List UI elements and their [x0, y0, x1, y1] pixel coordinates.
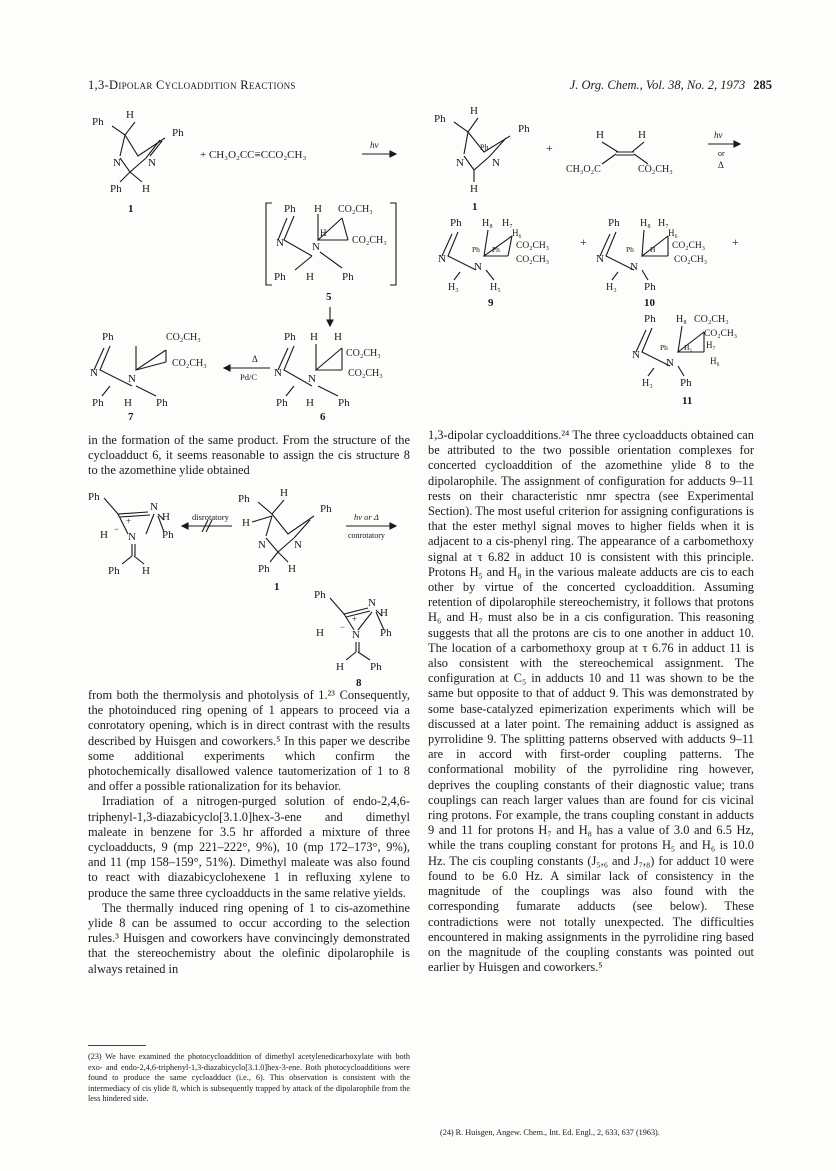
svg-text:Ph: Ph: [276, 397, 288, 409]
svg-text:Ph: Ph: [314, 589, 326, 601]
svg-text:+: +: [732, 235, 739, 249]
scheme-maleate-cycloaddition: [432, 100, 772, 418]
left-column-body: [88, 688, 410, 977]
svg-text:H₆: H₆: [710, 356, 720, 366]
svg-text:Ph: Ph: [92, 397, 104, 409]
compound-label-6: 6: [320, 411, 326, 423]
svg-text:H: H: [142, 183, 150, 195]
svg-text:Ph: Ph: [608, 217, 620, 229]
compound-7-structure: [90, 331, 207, 423]
scheme-acetylene-cycloaddition: [80, 100, 420, 425]
svg-text:N: N: [438, 253, 446, 265]
svg-text:H₇: H₇: [502, 218, 513, 229]
svg-text:H₈: H₈: [640, 218, 651, 229]
svg-text:Ph: Ph: [644, 313, 656, 325]
svg-text:Ph: Ph: [680, 377, 692, 389]
svg-text:Ph: Ph: [108, 565, 120, 577]
svg-text:conrotatory: conrotatory: [348, 531, 385, 540]
svg-text:H₃: H₃: [606, 282, 617, 293]
svg-text:or: or: [718, 149, 725, 158]
svg-text:Ph: Ph: [342, 271, 354, 283]
svg-text:H₈: H₈: [676, 314, 687, 325]
compound-11-structure: [632, 313, 737, 407]
svg-text:H₆: H₆: [512, 228, 522, 238]
svg-text:N: N: [148, 157, 156, 169]
svg-text:Ph: Ph: [518, 123, 530, 135]
compound-6-structure: [274, 331, 383, 423]
compound-label-1: 1: [128, 203, 134, 215]
compound-label-1-center: 1: [274, 581, 280, 593]
svg-text:Ph: Ph: [172, 127, 184, 139]
svg-text:N: N: [596, 253, 604, 265]
compound-label-11: 11: [682, 395, 693, 407]
svg-text:Ph: Ph: [102, 331, 114, 343]
svg-text:Ph: Ph: [660, 343, 668, 352]
compound-label-5: 5: [326, 291, 332, 303]
svg-text:H: H: [280, 487, 288, 499]
paragraph-thermolysis: from both the thermolysis and photolysis of 1.²³ Consequently, the photoinduced ring opening of 1 appears to proceed via a conrotatory opening, which is in direct contrast with the results described by Huisgen and coworkers.⁵ In this paper we describe some additional experiments which confirm the photochemically disallowed valence tautomerization of 1 to 8 and offer a possible rationalization for its behavior.: [88, 688, 410, 794]
scheme-ring-opening: [88, 486, 418, 686]
compound-10-structure: [596, 217, 707, 309]
svg-text:Ph: Ph: [110, 183, 122, 195]
dimethyl-maleate-structure: [566, 129, 673, 175]
svg-text:disrotatory: disrotatory: [192, 512, 229, 522]
svg-text:CO₂CH₃: CO₂CH₃: [672, 241, 706, 251]
svg-text:Δ: Δ: [718, 160, 724, 170]
svg-text:H₅: H₅: [684, 343, 693, 352]
compound-1-structure: [92, 109, 184, 215]
cis-ylide-8-structure: [314, 589, 392, 686]
compound-label-7: 7: [128, 411, 134, 423]
svg-text:−: −: [114, 524, 120, 534]
svg-text:H: H: [100, 529, 108, 541]
reagent-dmad: + CH₃O₂CC≡CCO₂CH₃: [200, 149, 307, 161]
compound-9-structure: [438, 217, 549, 309]
svg-text:CO₂CH₃: CO₂CH₃: [166, 332, 201, 343]
svg-text:N: N: [274, 367, 282, 379]
svg-text:Ph: Ph: [274, 271, 286, 283]
svg-text:N: N: [113, 157, 121, 169]
svg-text:H: H: [470, 105, 478, 117]
compound-label-8: 8: [356, 677, 362, 686]
svg-text:Pd/C: Pd/C: [240, 372, 258, 382]
svg-text:Ph: Ph: [238, 493, 250, 505]
svg-text:H₆: H₆: [668, 228, 678, 238]
svg-text:N: N: [308, 373, 316, 385]
svg-text:Ph: Ph: [480, 143, 489, 152]
svg-text:H: H: [334, 331, 342, 343]
svg-text:H: H: [314, 203, 322, 215]
svg-text:H: H: [310, 331, 318, 343]
journal-citation: [570, 78, 772, 93]
svg-text:H: H: [126, 109, 134, 121]
paragraph-cycloadducts: 1,3-dipolar cycloadditions.²⁴ The three cycloadducts obtained can be attributed to the two possible orientation complexes for concerted cycloaddition of the azomethine ylide 8 to the dipolarophile. The assignment of configuration for adducts 9–11 rests on their characteristic nmr spectra (see Experimental Section). The most useful criterion for assigning configurations is that the ester methyl signal moves to higher fields when it is adjacent to a cis-phenyl ring. The appearance of a carbomethoxy signal at τ 6.82 in adduct 10 is consistent with this principle. Protons H₅ and H₈ in the various maleate adducts are cis to each other by virtue of the concerted cycloaddition. Assuming retention of dipolarophile stereochemistry, it follows that protons H₆ and H₇ must also be in a cis configuration. This reasoning suggests that all the protons are cis to one another in adduct 10. The location of a carbomethoxy group at τ 6.76 in adduct 11 is also consistent with the stereochemical assignment. The configuration at C₅ in adducts 10 and 11 was shown to be the same but opposite to that of adduct 9. This was demonstrated by some base-catalyzed epimerization experiments which will be discussed at a later point. The remaining adduct is assigned as pyrrolidine 9. The splitting patterns observed with adducts 9–11 are in accord with first-order coupling patterns. The conformational mobility of the pyrrolidine ring however, deprives the coupling constants of their diagnostic value; trans couplings can reach larger values than are found for cis vicinal ring protons. For example, the trans coupling constant in adducts 9 and 11 for protons H₇ and H₈ has a value of 3.0 and 6.5 Hz, while the trans coupling constant for protons H₅ and H₆ is 10.0 Hz. The cis coupling constants (J₅,₆ and J₇,₈) for adduct 10 were found to be 6.0 Hz. A similar lack of consistency in the magnitude of the couplings was also found with the corresponding fumarate adducts (see below). These contradictions were not totally unexpected. The difficulties encountered in making assignments in the pyrrolidine ring based on the magnitude of the coupling constants was pointed out earlier by Huisgen and coworkers.⁵: [428, 428, 754, 975]
svg-text:CO₂CH₃: CO₂CH₃: [352, 235, 387, 246]
svg-text:H: H: [470, 183, 478, 195]
svg-text:−: −: [340, 622, 346, 632]
paragraph-thermal-opening: The thermally induced ring opening of 1 to cis-azomethine ylide 8 can be assumed to occur according to the selection rules.³ Huisgen and coworkers have convincingly demonstrated that the stereochemistry about the olefinic dipolarophile is always retained in: [88, 900, 410, 976]
svg-text:Ph: Ph: [626, 245, 634, 254]
svg-text:N: N: [492, 157, 500, 169]
svg-text:CO₂CH₃: CO₂CH₃: [516, 255, 550, 265]
svg-text:H: H: [142, 565, 150, 577]
svg-text:N: N: [90, 367, 98, 379]
svg-text:+: +: [126, 516, 132, 526]
svg-text:Ph: Ph: [258, 563, 270, 575]
compound-label-9: 9: [488, 297, 494, 309]
compound-label-10: 10: [644, 297, 655, 309]
svg-text:N: N: [276, 237, 284, 249]
svg-text:N: N: [294, 539, 302, 551]
svg-text:H: H: [596, 129, 604, 141]
compound-1-structure-right: [434, 105, 530, 213]
svg-text:CO₂CH₃: CO₂CH₃: [704, 329, 738, 339]
svg-text:H₃: H₃: [448, 282, 459, 293]
svg-text:N: N: [128, 373, 136, 385]
svg-text:hν: hν: [714, 130, 723, 140]
compound-5-structure: [266, 203, 396, 303]
svg-text:Ph: Ph: [380, 627, 392, 639]
svg-text:Δ: Δ: [252, 354, 258, 364]
svg-text:CO₂CH₃: CO₂CH₃: [172, 358, 207, 369]
footnote-24: (24) R. Huisgen, Angew. Chem., Int. Ed. Engl., 2, 633, 637 (1963).: [440, 1128, 660, 1137]
trans-ylide-structure: [88, 491, 174, 577]
footnote-rule-left: [88, 1045, 146, 1046]
left-column-paragraph-top: in the formation of the same product. From the structure of the cycloadduct 6, it seems reasonable to assign the cis structure 8 to the azomethine ylide obtained: [88, 433, 410, 478]
svg-text:H: H: [316, 627, 324, 639]
paragraph-irradiation: Irradiation of a nitrogen-purged solution of endo-2,4,6-triphenyl-1,3-diazabicyclo[3.1.0]hex-3-ene and dimethyl maleate in benzene for 3.5 hr afforded a mixture of three cycloadducts, 9 (mp 221–222°, 9%), 10 (mp 172–173°, 9%), and 11 (mp 158–159°, 51%). Dimethyl maleate was also found to react with diazabicyclohexene 1 in refluxing xylene to produce the same three cycloadducts in the same relative yields.: [88, 794, 410, 900]
svg-text:N: N: [352, 629, 360, 641]
svg-text:Ph: Ph: [492, 245, 500, 254]
svg-text:Ph: Ph: [284, 331, 296, 343]
svg-text:+: +: [352, 614, 358, 624]
right-column-body: [428, 428, 754, 975]
svg-text:N: N: [630, 261, 638, 273]
svg-text:N: N: [456, 157, 464, 169]
svg-text:N: N: [666, 357, 674, 369]
svg-text:Ph: Ph: [472, 245, 480, 254]
svg-text:H: H: [380, 607, 388, 619]
page-number: 285: [753, 78, 772, 92]
svg-text:hν or Δ: hν or Δ: [354, 512, 379, 522]
svg-text:N: N: [150, 501, 158, 513]
compound-label-1-right: 1: [472, 201, 478, 213]
svg-text:Ph: Ph: [644, 281, 656, 293]
svg-text:H: H: [162, 511, 170, 523]
svg-text:H₃: H₃: [642, 378, 653, 389]
svg-text:H₇: H₇: [706, 340, 716, 350]
svg-text:CO₂CH₃: CO₂CH₃: [348, 368, 383, 379]
svg-text:N: N: [258, 539, 266, 551]
svg-text:H: H: [288, 563, 296, 575]
svg-text:CO₂CH₃: CO₂CH₃: [674, 255, 708, 265]
svg-text:CO₂CH₃: CO₂CH₃: [694, 314, 729, 325]
svg-text:Ph: Ph: [88, 491, 100, 503]
svg-text:Ph: Ph: [162, 529, 174, 541]
svg-text:N: N: [368, 597, 376, 609]
svg-text:N: N: [632, 349, 640, 361]
svg-text:H₈: H₈: [482, 218, 493, 229]
footnote-23: (23) We have examined the photocycloaddition of dimethyl acetylenedicarboxylate with both exo- and endo-2,4,6-triphenyl-1,3-diazabicyclo[3.1.0]hex-3-ene. Both photocycloadditions were found to produce the same cycloadduct (i.e., 6). This observation is consistent with the intermediacy of cis ylide 8, which is subsequently trapped by attack of the dipolarophile from the less hindered side.: [88, 1052, 410, 1104]
svg-text:CO₂CH₃: CO₂CH₃: [638, 164, 673, 175]
svg-text:H₇: H₇: [658, 218, 669, 229]
svg-text:Ph: Ph: [320, 503, 332, 515]
svg-text:H: H: [124, 397, 132, 409]
svg-text:N: N: [128, 531, 136, 543]
svg-text:CO₂CH₃: CO₂CH₃: [338, 204, 373, 215]
svg-text:Ph: Ph: [284, 203, 296, 215]
svg-text:CO₂CH₃: CO₂CH₃: [346, 348, 381, 359]
svg-text:CH₃O₂C: CH₃O₂C: [566, 164, 601, 175]
svg-text:H: H: [336, 661, 344, 673]
svg-text:H: H: [242, 517, 250, 529]
compound-1-structure-center: [238, 487, 332, 593]
svg-text:+: +: [546, 141, 553, 155]
svg-text:H: H: [650, 245, 656, 254]
svg-text:N: N: [474, 261, 482, 273]
running-title: 1,3-Dipolar Cycloaddition Reactions: [88, 78, 296, 92]
svg-text:+: +: [580, 235, 587, 249]
svg-text:hν: hν: [370, 140, 379, 150]
svg-text:H: H: [638, 129, 646, 141]
svg-text:H: H: [320, 228, 327, 238]
svg-text:H: H: [306, 397, 314, 409]
svg-text:CO₂CH₃: CO₂CH₃: [516, 241, 550, 251]
svg-text:Ph: Ph: [370, 661, 382, 673]
svg-text:Ph: Ph: [156, 397, 168, 409]
svg-text:Ph: Ph: [434, 113, 446, 125]
journal-name: J. Org. Chem., Vol. 38, No. 2, 1973: [569, 78, 746, 92]
svg-text:N: N: [312, 241, 320, 253]
svg-text:H₅: H₅: [490, 282, 501, 293]
svg-text:Ph: Ph: [92, 116, 104, 128]
svg-text:Ph: Ph: [338, 397, 350, 409]
svg-text:Ph: Ph: [450, 217, 462, 229]
svg-text:H: H: [306, 271, 314, 283]
